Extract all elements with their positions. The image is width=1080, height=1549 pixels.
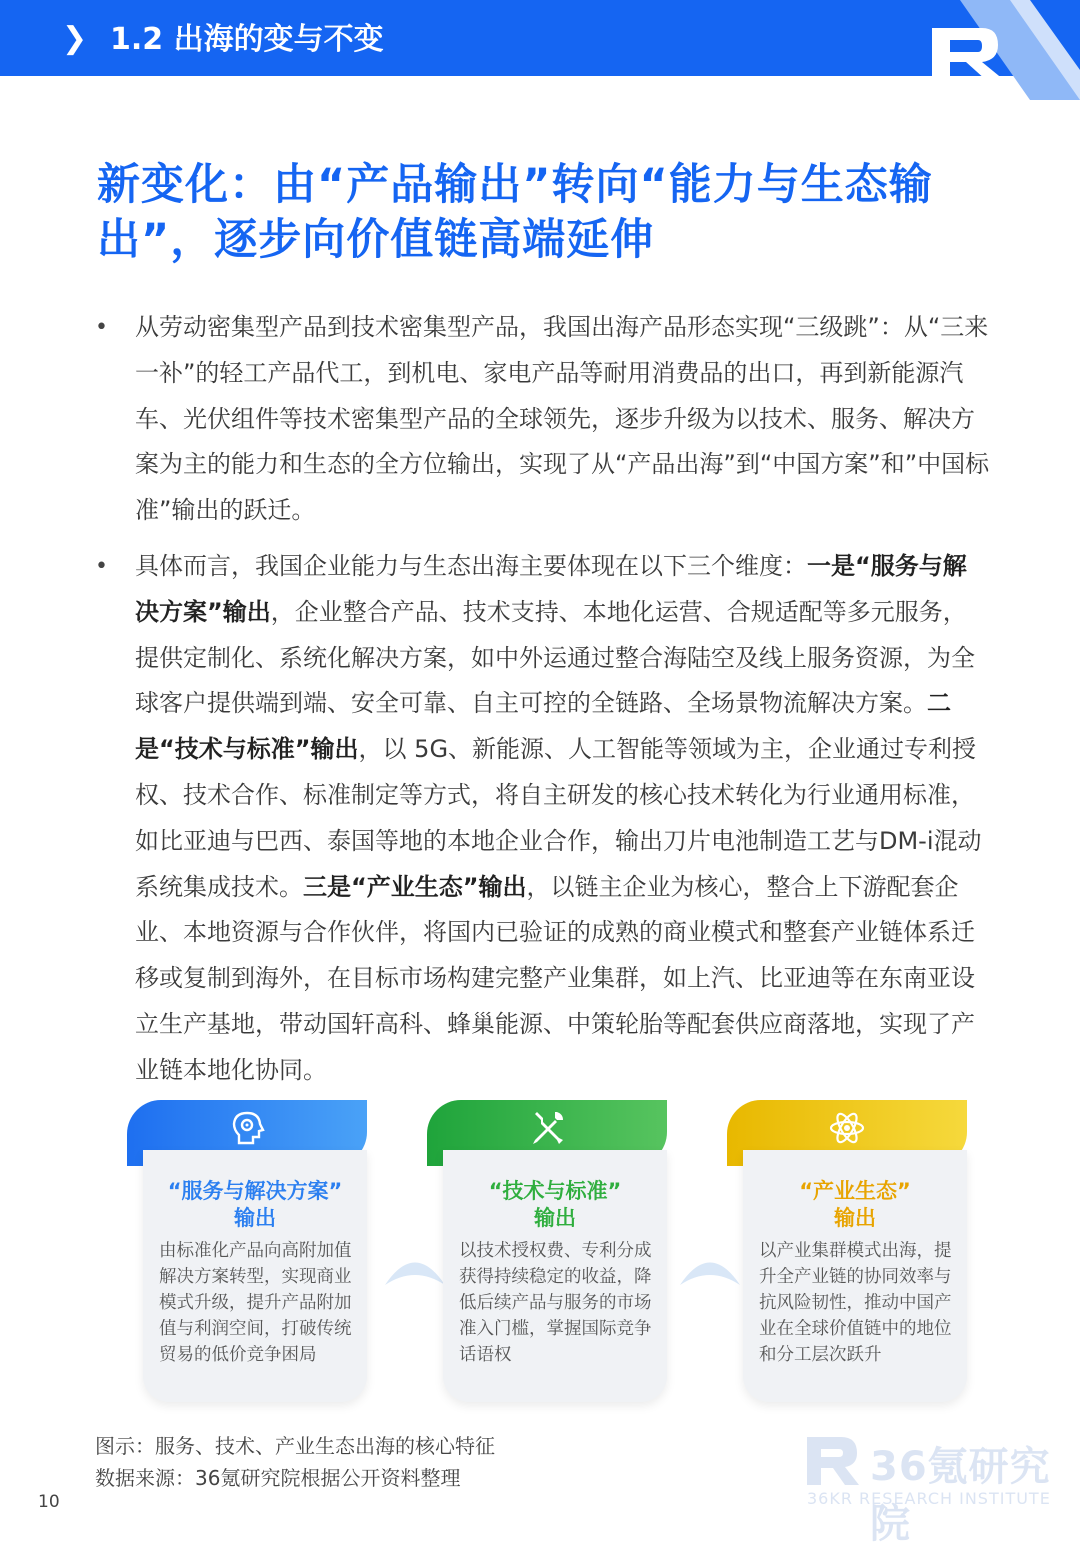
atom-icon — [827, 1108, 867, 1148]
card-title-line-2: 输出 — [234, 1206, 276, 1230]
card-description: 由标准化产品向高附加值解决方案转型，实现商业模式升级，提升产品附加值与利润空间，打破传统贸易的低价竞争困局 — [159, 1241, 352, 1365]
figure-caption: 图示：服务、技术、产业生态出海的核心特征 — [95, 1434, 495, 1458]
brain-gear-icon — [227, 1108, 267, 1148]
feature-card-service — [127, 1100, 367, 1405]
card-description: 以产业集群模式出海，提升全产业链的协同效率与抗风险韧性，推动中国产业在全球价值链中的地位和分工层次跃升 — [759, 1241, 952, 1365]
page-heading-line-1: 新变化：由“产品输出”转向“能力与生态输 — [97, 160, 933, 210]
feature-card-technology — [427, 1100, 667, 1405]
bullet-2-bold-3: 三是“产业生态”输出 — [303, 872, 527, 901]
bullet-2-segment-3: ，以 5G、新能源、人工智能等领域为主，企业通过专利授权、技术合作、标准制定等方式，将自主研发的核心技术转化为行业通用标准，如比亚迪与巴西、泰国等地的本地企业合作，输出刀片电池制造工艺与DM-i混动系统集成技术。 — [135, 735, 982, 901]
page-heading-line-2: 出”，逐步向价值链高端延伸 — [97, 215, 655, 265]
watermark — [805, 1435, 1055, 1547]
bullet-text-2 — [135, 544, 990, 1094]
watermark-name: 36氪研究院 — [870, 1444, 1051, 1547]
section-title: 1.2 出海的变与不变 — [110, 22, 384, 57]
bullet-2-bold-2: 二是“技术与标准”输出 — [135, 689, 951, 764]
card-title — [743, 1178, 967, 1232]
bullet-dot: • — [95, 554, 108, 579]
section-header-bar — [0, 0, 1080, 76]
page-number: 10 — [38, 1492, 60, 1512]
bullet-2-segment-2: ，企业整合产品、技术支持、本地化运营、合规适配等多元服务，提供定制化、系统化解决方案，如中外运通过整合海陆空及线上服务资源，为全球客户提供端到端、安全可靠、自主可控的全链路、全场景物流解决方案。 — [135, 597, 975, 718]
bullet-dot: • — [95, 315, 108, 340]
card-description: 以技术授权费、专利分成获得持续稳定的收益，降低后续产品与服务的市场准入门槛，掌握国际竞争话语权 — [459, 1241, 652, 1365]
card-title-line-1: “服务与解决方案” — [167, 1179, 343, 1203]
card-title-line-2: 输出 — [834, 1206, 876, 1230]
bullet-item-2 — [95, 544, 995, 1094]
card-title-line-1: “产业生态” — [799, 1179, 911, 1203]
card-title-line-1: “技术与标准” — [488, 1179, 622, 1203]
data-source-caption: 数据来源：36氪研究院根据公开资料整理 — [95, 1466, 461, 1490]
card-title — [143, 1178, 367, 1232]
card-title — [443, 1178, 667, 1232]
36kr-logo-icon — [920, 0, 1080, 100]
watermark-subtitle: 36KR RESEARCH INSTITUTE — [807, 1489, 1051, 1508]
tools-icon — [527, 1108, 567, 1148]
bullet-2-segment-1: 具体而言，我国企业能力与生态出海主要体现在以下三个维度： — [135, 552, 807, 580]
chevron-right-icon: ❯ — [62, 21, 88, 56]
bullet-item-1 — [95, 305, 995, 535]
page-heading — [97, 158, 997, 268]
36kr-watermark-logo-icon — [805, 1435, 860, 1487]
bullet-2-segment-4: ，以链主企业为核心，整合上下游配套企业、本地资源与合作伙伴，将国内已验证的成熟的商业模式和整套产业链体系迁移或复制到海外，在目标市场构建完整产业集群，如上汽、比亚迪等在东南亚设立生产基地，带动国轩高科、蜂巢能源、中策轮胎等配套供应商落地，实现了产业链本地化协同。 — [135, 872, 975, 1084]
bullet-text-1: 从劳动密集型产品到技术密集型产品，我国出海产品形态实现“三级跳”：从“三来一补”的轻工产品代工，到机电、家电产品等耐用消费品的出口，再到新能源汽车、光伏组件等技术密集型产品的全球领先，逐步升级为以技术、服务、解决方案为主的能力和生态的全方位输出，实现了从“产品出海”到“中国方案”和”中国标准”输出的跃迁。 — [135, 313, 990, 525]
bullet-2-bold-1: 一是“服务与解决方案”输出 — [135, 552, 967, 626]
card-title-line-2: 输出 — [534, 1206, 576, 1230]
feature-card-ecosystem — [727, 1100, 967, 1405]
